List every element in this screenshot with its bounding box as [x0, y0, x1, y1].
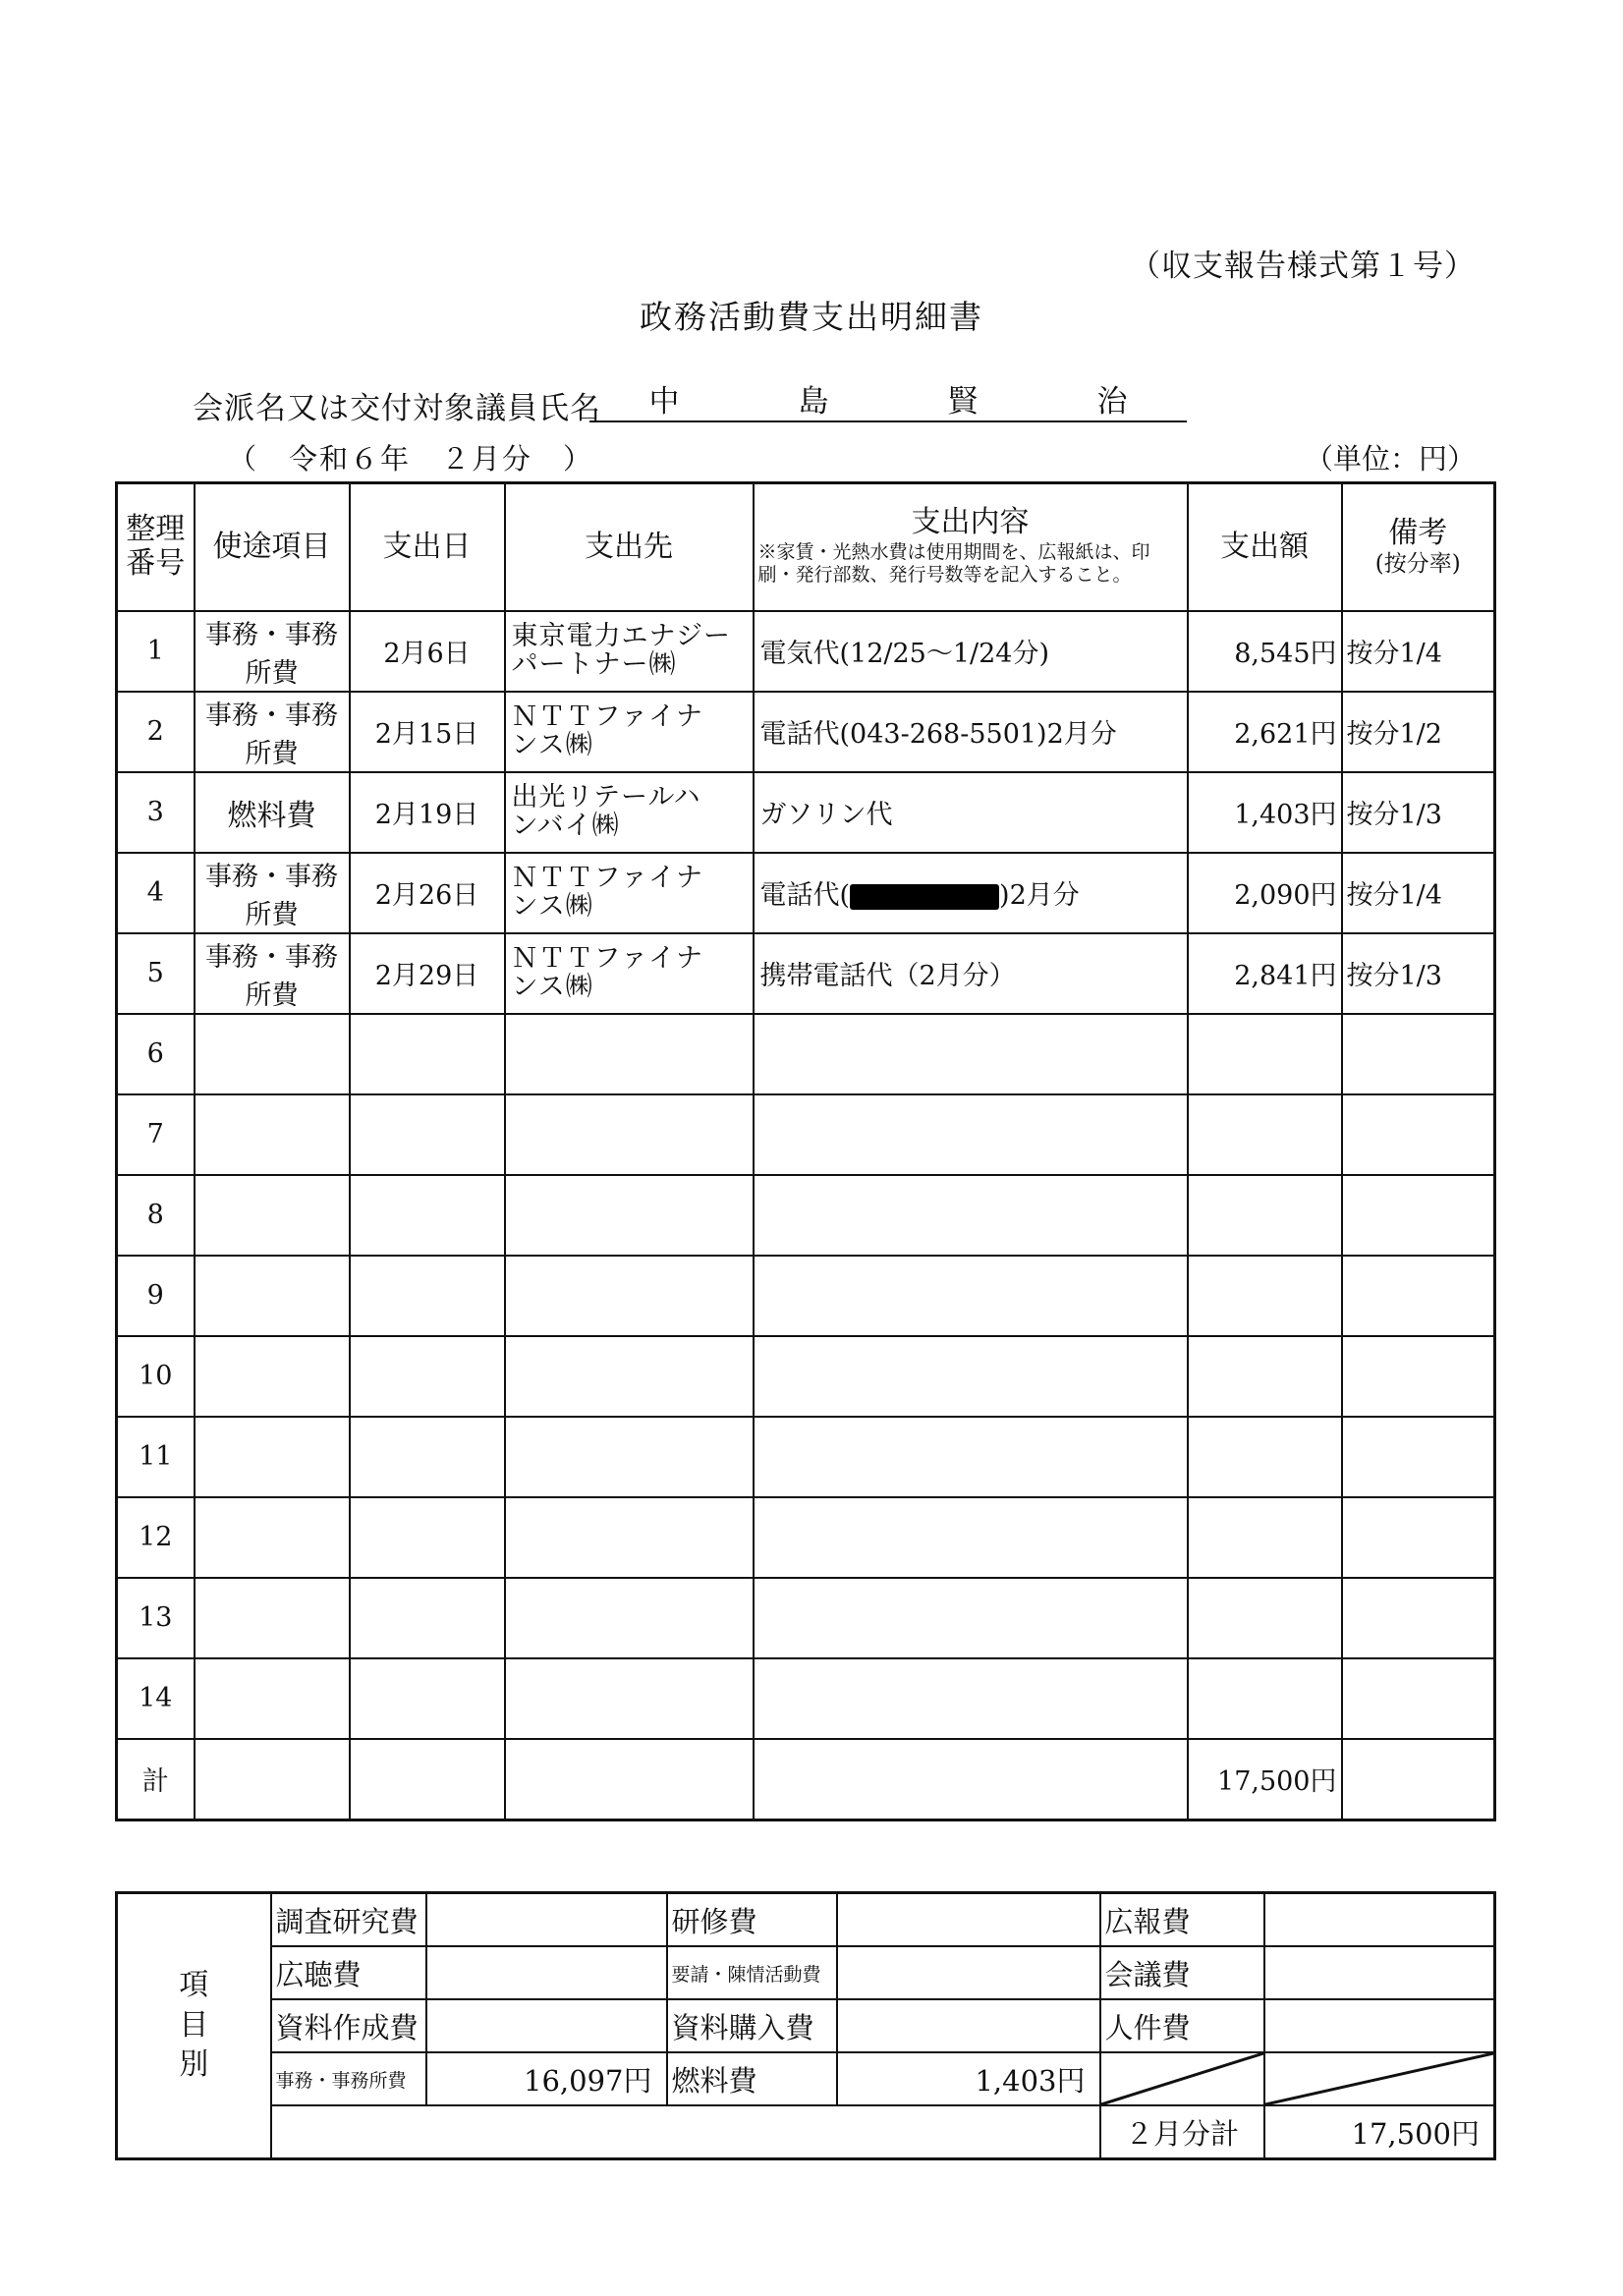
cat-petition: 要請・陳情活動費 — [667, 1946, 837, 1999]
redaction-block — [850, 884, 999, 910]
row-no: 1 — [117, 611, 195, 692]
row-date: 2月6日 — [350, 611, 505, 692]
row-amount: 1,403円 — [1188, 772, 1342, 853]
form-id: （収支報告様式第１号） — [1130, 249, 1476, 284]
member-name-char: 島 — [798, 384, 829, 420]
summary-side-label — [117, 1893, 271, 2159]
row-no: 3 — [117, 772, 195, 853]
row-desc: 電話代(043-268-5501)2月分 — [754, 692, 1188, 772]
period: （ 令和６年 ２月分 ） — [228, 442, 594, 476]
row-use: 燃料費 — [195, 772, 350, 853]
payee-line: ＮＴＴファイナ — [511, 701, 703, 733]
row-amount: 2,621円 — [1188, 692, 1342, 772]
row-remarks: 按分1/2 — [1342, 692, 1495, 772]
cat-hearing: 広聴費 — [271, 1946, 426, 1999]
side-char: 項 — [179, 1968, 209, 2003]
row-no: 14 — [117, 1658, 195, 1739]
header-desc-title: 支出内容 — [911, 504, 1030, 539]
category-summary-table — [115, 1891, 1496, 2160]
cat-meeting: 会議費 — [1100, 1946, 1264, 1999]
cat-materials-buy: 資料購入費 — [667, 1999, 837, 2052]
table-row-empty — [117, 1094, 1495, 1175]
payee-line: ＮＴＴファイナ — [511, 943, 703, 975]
table-row-empty — [117, 1578, 1495, 1658]
total-label: 計 — [117, 1739, 195, 1820]
desc-post: )2月分 — [999, 880, 1080, 911]
header-remarks-title: 備考 — [1388, 516, 1448, 551]
row-use: 事務・事務所費 — [195, 933, 350, 1014]
payee-line: ＮＴＴファイナ — [511, 863, 703, 894]
row-date: 2月29日 — [350, 933, 505, 1014]
header-no-l2: 番号 — [126, 545, 186, 581]
desc-pre: 電話代( — [759, 880, 851, 911]
expenditure-table — [115, 481, 1496, 1821]
cat-fuel-amount: 1,403円 — [837, 2052, 1100, 2105]
table-row-empty — [117, 1336, 1495, 1417]
row-no: 11 — [117, 1417, 195, 1497]
cat-office: 事務・事務所費 — [271, 2052, 426, 2105]
table-header-row — [117, 483, 1495, 611]
header-use: 使途項目 — [195, 483, 350, 611]
member-name-char: 賢 — [947, 384, 979, 420]
row-desc: 携帯電話代（2月分） — [754, 933, 1188, 1014]
cat-training: 研修費 — [667, 1893, 837, 1947]
cat-fuel: 燃料費 — [667, 2052, 837, 2105]
row-no: 12 — [117, 1497, 195, 1578]
row-desc: ガソリン代 — [754, 772, 1188, 853]
diagonal-cell — [1264, 2052, 1495, 2105]
table-row-empty — [117, 1658, 1495, 1739]
header-remarks — [1342, 483, 1495, 611]
header-amount: 支出額 — [1188, 483, 1342, 611]
row-no: 8 — [117, 1175, 195, 1256]
payee-line: パートナー㈱ — [511, 648, 677, 680]
total-row — [117, 1739, 1495, 1820]
row-payee — [505, 611, 754, 692]
row-desc: 電気代(12/25～1/24分) — [754, 611, 1188, 692]
row-desc — [754, 853, 1188, 933]
table-row — [117, 772, 1495, 853]
total-amount: 17,500円 — [1188, 1739, 1342, 1820]
table-row-empty — [117, 1417, 1495, 1497]
month-total: 17,500円 — [1264, 2105, 1495, 2159]
row-no: 10 — [117, 1336, 195, 1417]
row-date: 2月19日 — [350, 772, 505, 853]
cat-research: 調査研究費 — [271, 1893, 426, 1947]
row-payee — [505, 772, 754, 853]
row-no: 7 — [117, 1094, 195, 1175]
row-remarks: 按分1/3 — [1342, 933, 1495, 1014]
row-no: 9 — [117, 1256, 195, 1336]
diagonal-line — [1265, 2053, 1494, 2104]
table-row-empty — [117, 1256, 1495, 1336]
diagonal-line — [1101, 2053, 1263, 2104]
row-amount: 2,090円 — [1188, 853, 1342, 933]
payee-line: ンス㈱ — [511, 729, 593, 760]
cat-publicity: 広報費 — [1100, 1893, 1264, 1947]
row-date: 2月26日 — [350, 853, 505, 933]
row-use: 事務・事務所費 — [195, 853, 350, 933]
member-name-char: 治 — [1096, 384, 1128, 420]
payee-line: ンス㈱ — [511, 971, 593, 1002]
header-no-l1: 整理 — [126, 512, 186, 547]
header-desc — [754, 483, 1188, 611]
payee-line: 東京電力エナジー — [511, 621, 731, 652]
side-char: 別 — [179, 2047, 209, 2083]
table-row-empty — [117, 1014, 1495, 1094]
header-desc-note: ※家賃・光熱水費は使用期間を、広報紙は、印刷・発行部数、発行号数等を記入すること。 — [757, 541, 1150, 586]
row-remarks: 按分1/4 — [1342, 853, 1495, 933]
row-date: 2月15日 — [350, 692, 505, 772]
month-total-label: ２月分計 — [1100, 2105, 1264, 2159]
unit-label: （単位：円） — [1304, 442, 1476, 476]
row-payee — [505, 853, 754, 933]
diagonal-cell — [1100, 2052, 1264, 2105]
row-amount: 2,841円 — [1188, 933, 1342, 1014]
payee-line: ンバイ㈱ — [511, 810, 620, 841]
payee-line: 出光リテールハ — [511, 782, 701, 813]
page-title: 政務活動費支出明細書 — [640, 298, 983, 336]
row-use: 事務・事務所費 — [195, 611, 350, 692]
table-row — [117, 853, 1495, 933]
row-amount: 8,545円 — [1188, 611, 1342, 692]
payee-line: ンス㈱ — [511, 890, 593, 922]
row-no: 2 — [117, 692, 195, 772]
header-date: 支出日 — [350, 483, 505, 611]
table-row-empty — [117, 1175, 1495, 1256]
member-name — [589, 385, 1187, 422]
row-remarks: 按分1/3 — [1342, 772, 1495, 853]
cat-office-amount: 16,097円 — [426, 2052, 667, 2105]
row-no: 13 — [117, 1578, 195, 1658]
table-row — [117, 692, 1495, 772]
header-payee: 支出先 — [505, 483, 754, 611]
row-use: 事務・事務所費 — [195, 692, 350, 772]
side-char: 目 — [179, 2007, 209, 2043]
header-remarks-sub: (按分率) — [1374, 550, 1461, 577]
row-no: 5 — [117, 933, 195, 1014]
row-payee — [505, 933, 754, 1014]
header-no — [117, 483, 195, 611]
row-no: 4 — [117, 853, 195, 933]
name-label: 会派名又は交付対象議員氏名 — [193, 391, 601, 426]
row-remarks: 按分1/4 — [1342, 611, 1495, 692]
row-no: 6 — [117, 1014, 195, 1094]
table-row-empty — [117, 1497, 1495, 1578]
table-row — [117, 933, 1495, 1014]
member-name-char: 中 — [648, 384, 680, 420]
table-row — [117, 611, 1495, 692]
cat-materials-make: 資料作成費 — [271, 1999, 426, 2052]
row-payee — [505, 692, 754, 772]
cat-personnel: 人件費 — [1100, 1999, 1264, 2052]
